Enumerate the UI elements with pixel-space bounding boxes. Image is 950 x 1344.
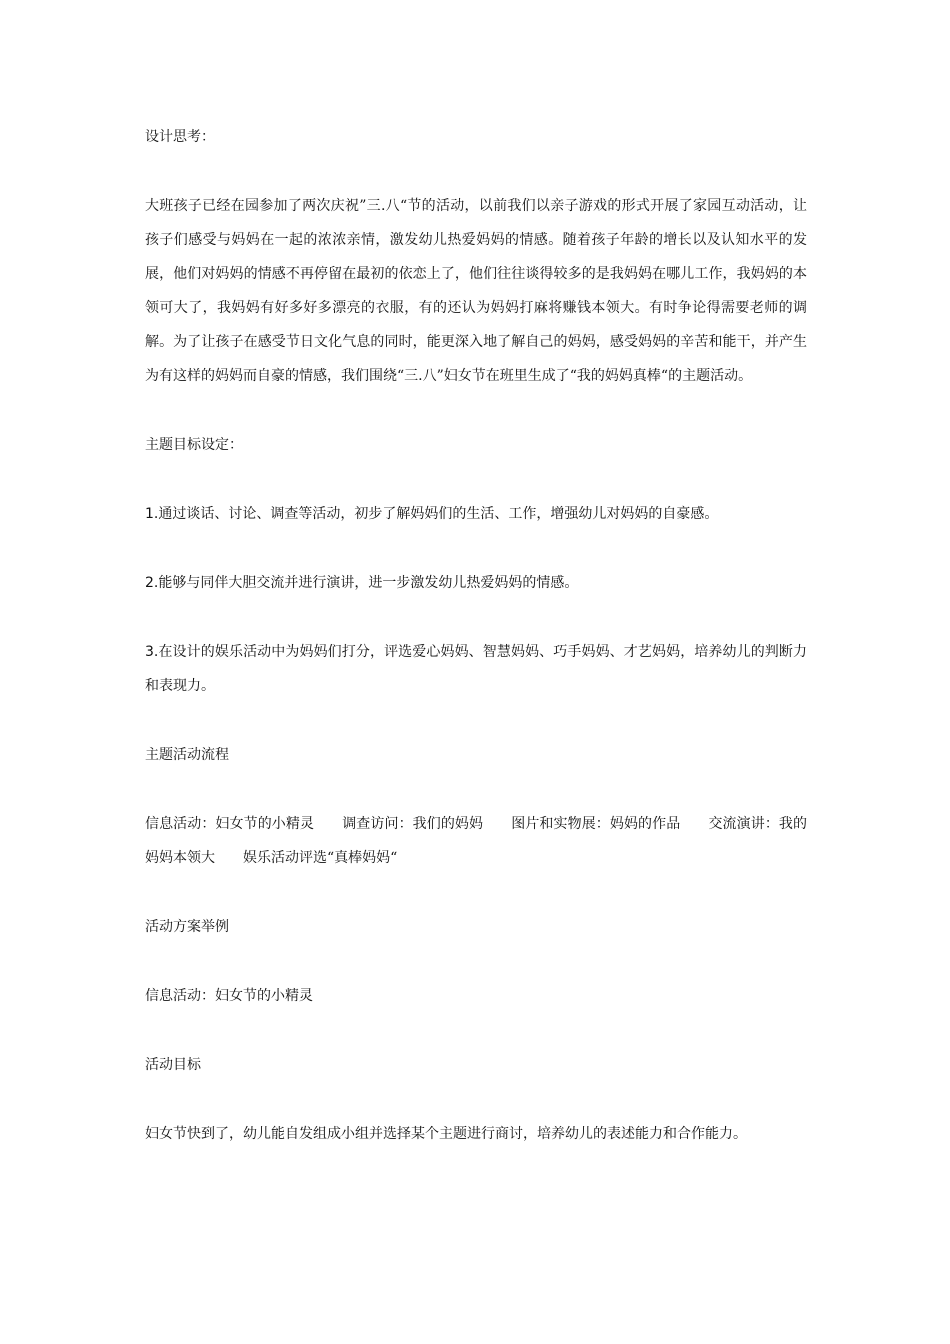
plan-subheading: 信息活动：妇女节的小精灵 — [145, 988, 313, 1004]
goals-heading: 主题目标设定： — [145, 437, 243, 453]
design-body: 大班孩子已经在园参加了两次庆祝”三.八“节的活动，以前我们以亲子游戏的形式开展了家园互动活动，让孩子们感受与妈妈在一起的浓浓亲情，激发幼儿热爱妈妈的情感。随着孩子年龄的增长以及认知水平的发展，他们对妈妈的情感不再停留在最初的依恋上了，他们往往谈得较多的是我妈妈在哪儿工作，我妈妈的本领可大了，我妈妈有好多好多漂亮的衣服，有的还认为妈妈打麻将赚钱本领大。有时争论得需要老师的调解。为了让孩子在感受节日文化气息的同时，能更深入地了解自己的妈妈，感受妈妈的辛苦和能干，并产生为有这样的妈妈而自豪的情感，我们围绕“三.八”妇女节在班里生成了“我的妈妈真棒“的主题活动。 — [145, 198, 807, 384]
objective-body: 妇女节快到了，幼儿能自发组成小组并选择某个主题进行商讨，培养幼儿的表述能力和合作能力。 — [145, 1126, 747, 1142]
design-heading: 设计思考： — [145, 129, 215, 145]
goal-text: 通过谈话、讨论、调查等活动，初步了解妈妈们的生活、工作，增强幼儿对妈妈的自豪感。 — [158, 506, 719, 522]
goal-number: 2. — [145, 575, 159, 591]
goal-number: 1. — [145, 506, 159, 522]
document-page — [145, 120, 807, 1186]
plan-heading: 活动方案举例 — [145, 919, 229, 935]
goal-text: 能够与同伴大胆交流并进行演讲，进一步激发幼儿热爱妈妈的情感。 — [158, 575, 579, 591]
objective-heading: 活动目标 — [145, 1057, 201, 1073]
goal-text: 在设计的娱乐活动中为妈妈们打分，评选爱心妈妈、智慧妈妈、巧手妈妈、才艺妈妈，培养幼儿的判断力和表现力。 — [145, 644, 807, 694]
goal-item-1 — [145, 497, 807, 531]
goal-number: 3. — [145, 644, 159, 660]
goal-item-2 — [145, 566, 807, 600]
flow-heading: 主题活动流程 — [145, 747, 229, 763]
goal-item-3 — [145, 635, 807, 703]
flow-body: 信息活动：妇女节的小精灵 调查访问：我们的妈妈 图片和实物展：妈妈的作品 交流演讲：我的妈妈本领大 娱乐活动评选“真棒妈妈“ — [145, 816, 807, 866]
